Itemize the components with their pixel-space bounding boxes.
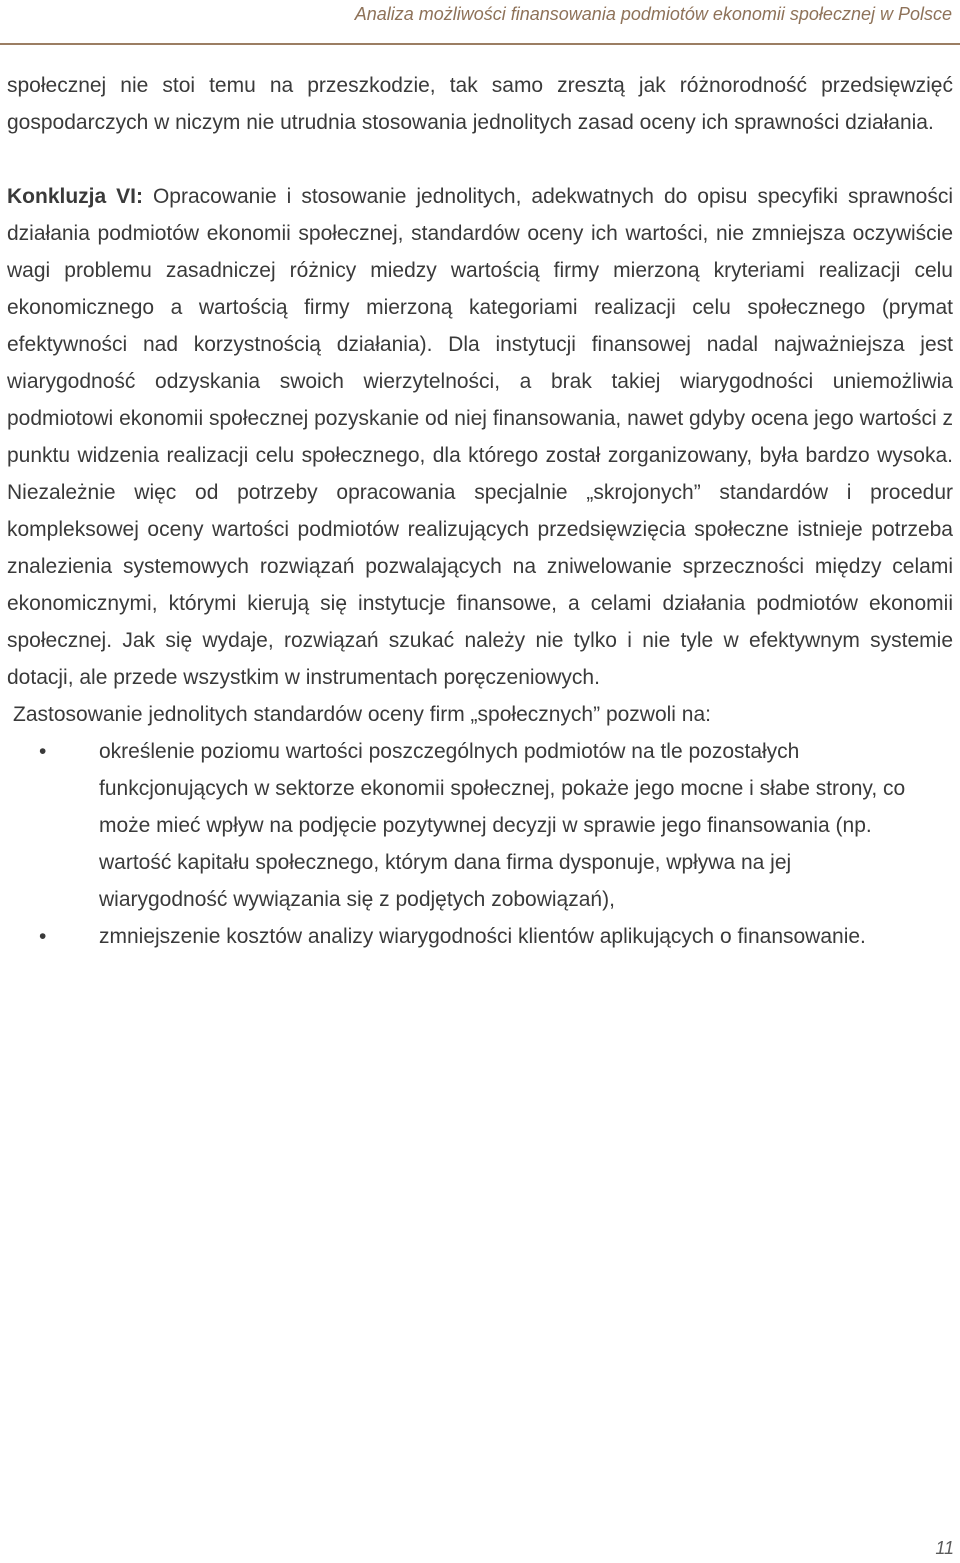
list-item-text: określenie poziomu wartości poszczególnych podmiotów na tle pozostałych funkcjonujących w sektorze ekonomii społecznej, pokaże jego mocne i słabe strony, co może mieć wpływ na podjęcie pozytywnej decyzji w sprawie jego finansowania (np. wartość kapitału społecznego, którym dana firma dysponuje, wpływa na jej wiarygodność wywiązania się z podjętych zobowiązań),: [99, 740, 906, 911]
running-header: Analiza możliwości finansowania podmiotów ekonomii społecznej w Polsce: [354, 4, 952, 24]
list-intro: Zastosowanie jednolitych standardów oceny firm „społecznych” pozwoli na:: [13, 703, 712, 726]
bullet-list: [7, 733, 953, 955]
list-item: [7, 918, 953, 955]
conclusion-text: Opracowanie i stosowanie jednolitych, adekwatnych do opisu specyfiki sprawności działania podmiotów ekonomii społecznej, standardów oceny ich wartości, nie zmniejsza oczywiście wagi problemu zasadniczej różnicy miedzy wartością firmy mierzoną kryteriami realizacji celu ekonomicznego a wartością firmy mierzoną kategoriami realizacji celu społecznego (prymat efektywności nad korzystnością działania). Dla instytucji finansowej nadal najważniejsza jest wiarygodność odzyskania swoich wierzytelności, a brak takiej wiarygodności uniemożliwia podmiotowi ekonomii społecznej pozyskanie od niej finansowania, nawet gdyby ocena jego wartości z punktu widzenia realizacji celu społecznego, dla którego został zorganizowany, była bardzo wysoka. Niezależnie więc od potrzeby opracowania specjalnie „skrojonych” standardów i procedur kompleksowej oceny wartości podmiotów realizujących przedsięwzięcia społeczne istnieje potrzeba znalezienia systemowych rozwiązań pozwalających na zniwelowanie sprzeczności między celami ekonomicznymi, którymi kierują się instytucje finansowe, a celami działania podmiotów ekonomii społecznej. Jak się wydaje, rozwiązań szukać należy nie tylko i nie tyle w efektywnym systemie dotacji, ale przede wszystkim w instrumentach poręczeniowych.: [7, 185, 953, 689]
bullet-icon: •: [39, 925, 47, 948]
page-content: [7, 67, 953, 955]
header-divider: [0, 43, 960, 45]
page-number: 11: [935, 1538, 954, 1558]
bullet-icon: •: [39, 740, 47, 763]
list-item: [7, 733, 953, 918]
conclusion-label: Konkluzja VI:: [7, 185, 143, 208]
list-item-text: zmniejszenie kosztów analizy wiarygodności klientów aplikujących o finansowanie.: [99, 925, 866, 948]
conclusion-paragraph: [7, 178, 953, 696]
paragraph-continuation: społecznej nie stoi temu na przeszkodzie, tak samo zresztą jak różnorodność przedsięwzięć gospodarczych w niczym nie utrudnia stosowania jednolitych zasad oceny ich sprawności działania.: [7, 74, 953, 134]
